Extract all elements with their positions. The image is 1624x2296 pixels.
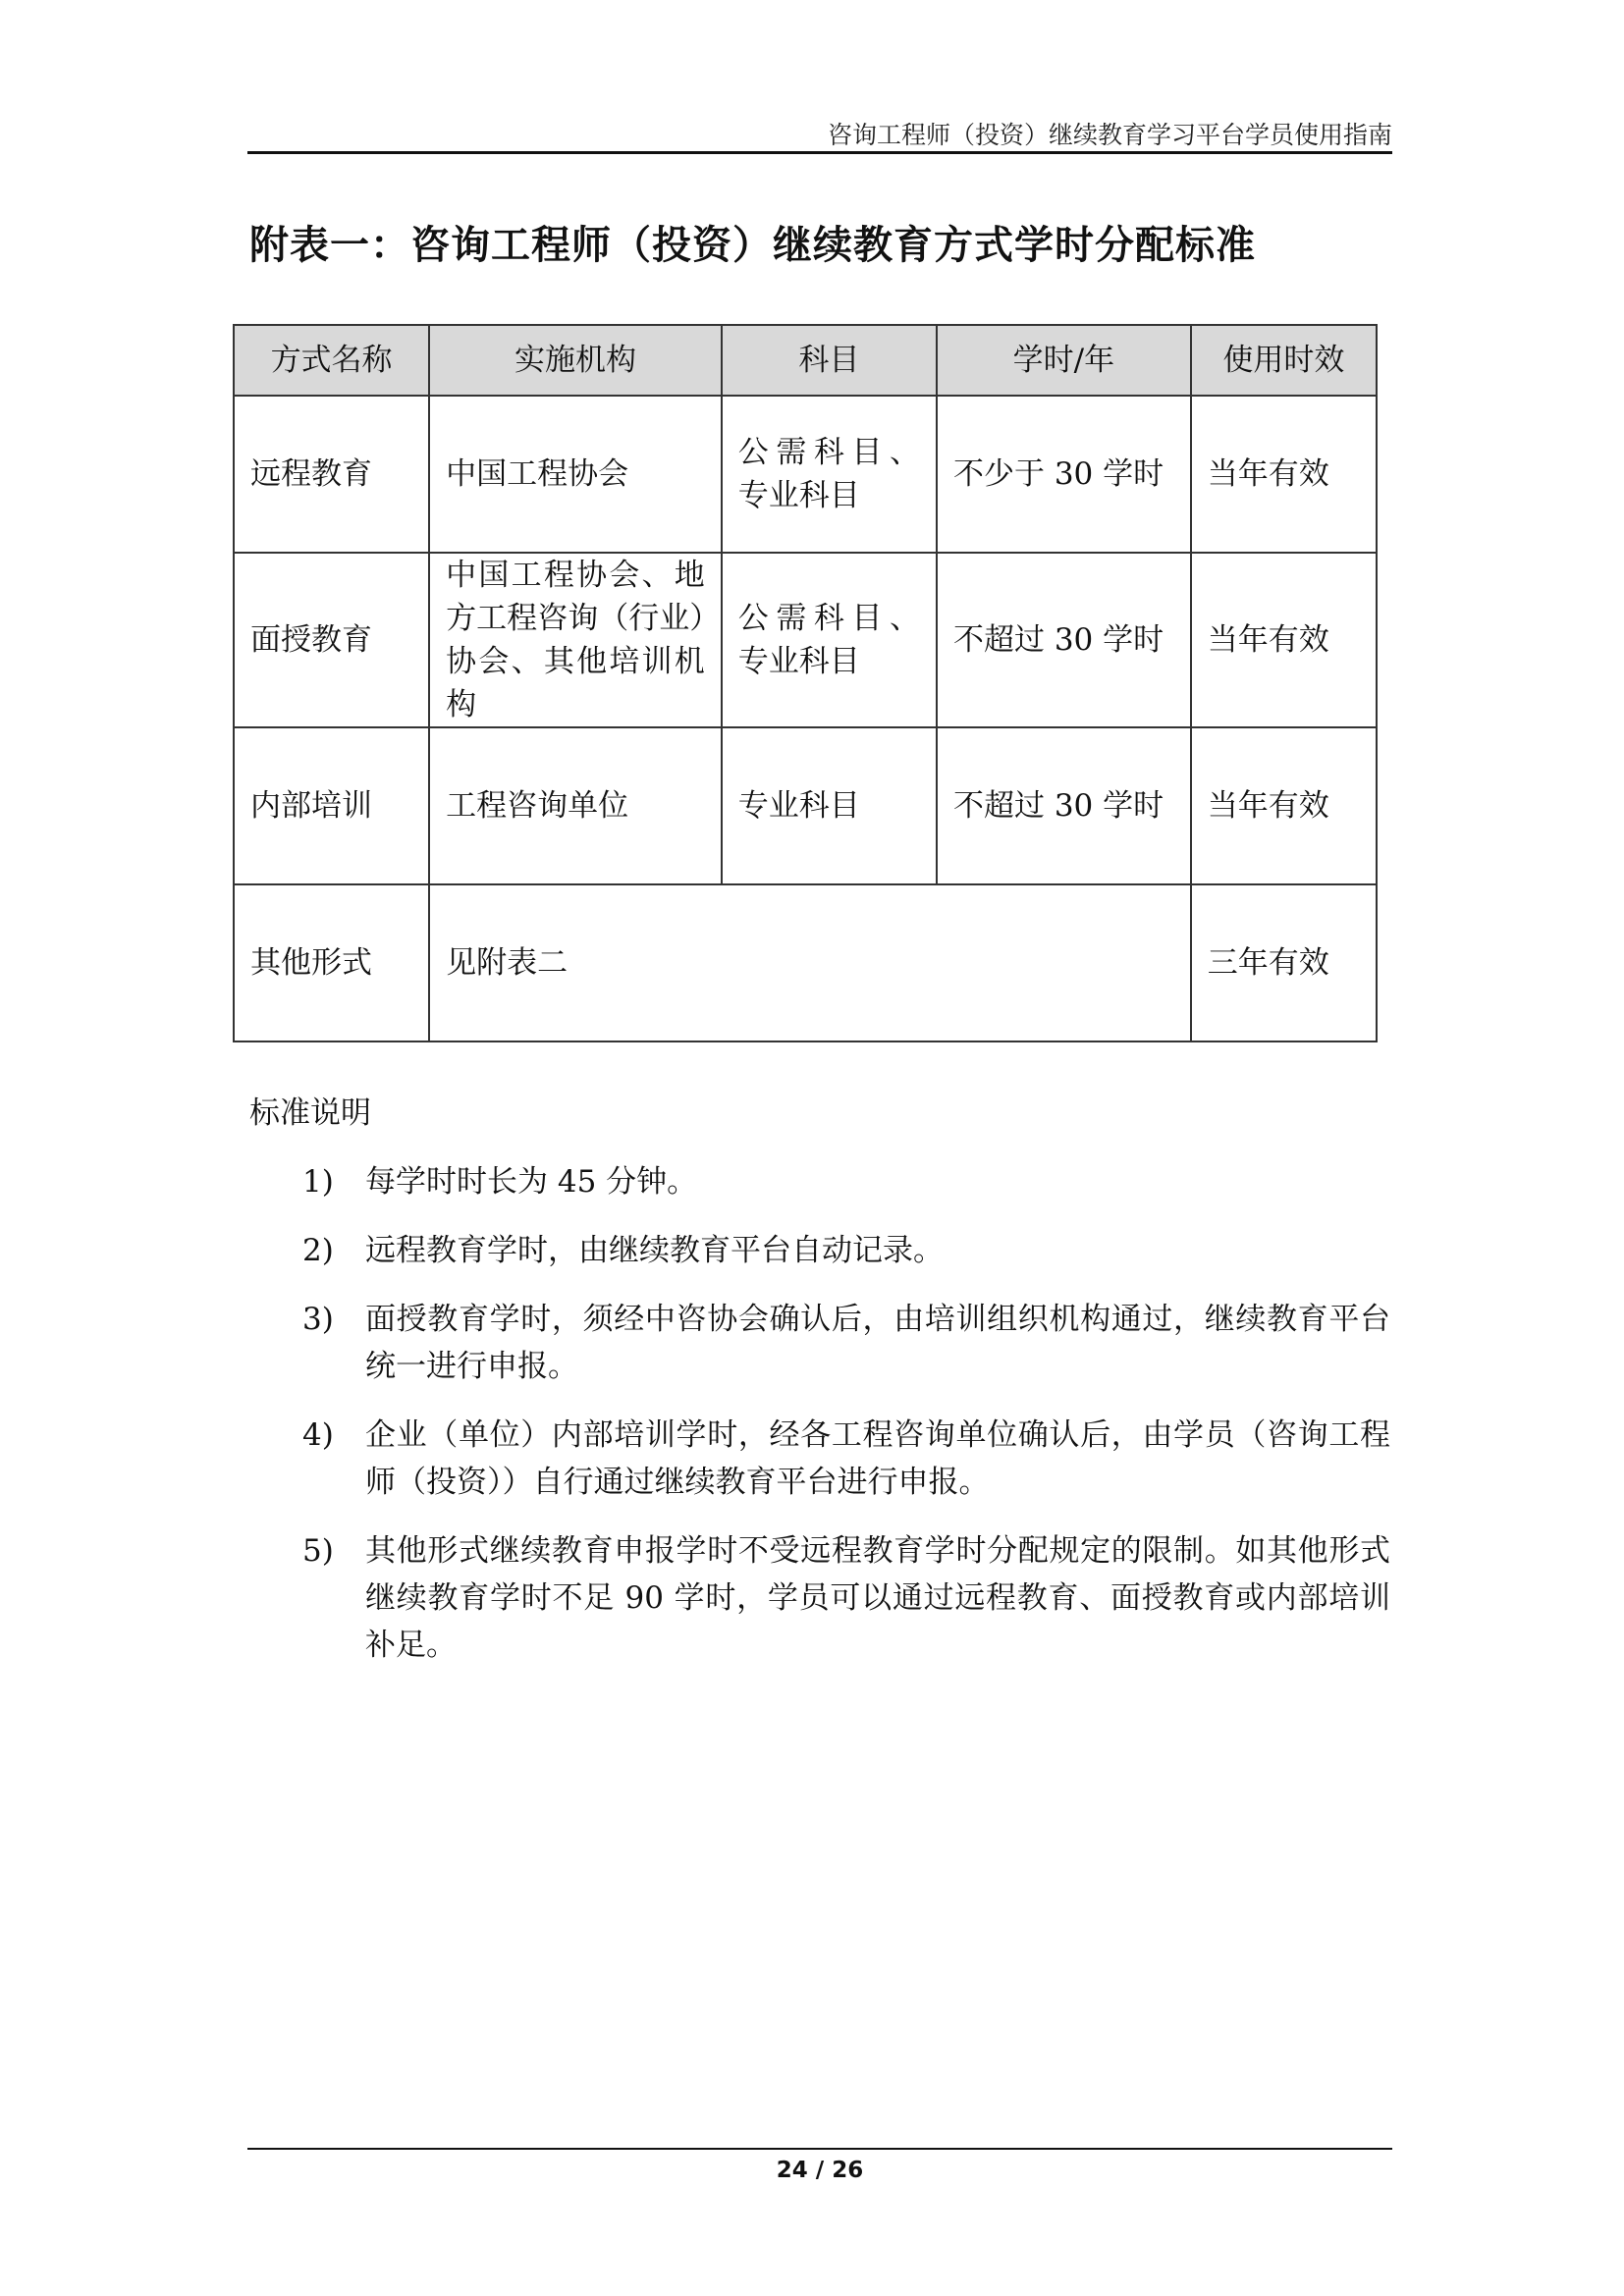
list-item — [302, 1412, 1390, 1506]
note-number: 3) — [302, 1302, 334, 1337]
note-text: 面授教育学时，须经中咨协会确认后，由培训组织机构通过，继续教育平台统一进行申报。 — [365, 1302, 1390, 1384]
cell-hours: 不超过 30 学时 — [937, 553, 1191, 727]
footer-rule — [247, 2148, 1392, 2150]
table-row — [234, 396, 1377, 553]
cell-mode: 其他形式 — [234, 884, 429, 1041]
table-row — [234, 727, 1377, 884]
note-text: 每学时时长为 45 分钟。 — [365, 1164, 698, 1200]
list-item — [302, 1227, 1390, 1274]
running-header: 咨询工程师（投资）继续教育学习平台学员使用指南 — [827, 121, 1392, 149]
notes-heading: 标准说明 — [249, 1095, 371, 1131]
cell-org: 中国工程协会 — [429, 396, 722, 553]
note-text: 其他形式继续教育申报学时不受远程教育学时分配规定的限制。如其他形式继续教育学时不足 90 学时，学员可以通过远程教育、面授教育或内部培训补足。 — [365, 1533, 1390, 1663]
notes-list — [302, 1158, 1390, 1690]
cell-validity: 当年有效 — [1191, 396, 1377, 553]
cell-org: 工程咨询单位 — [429, 727, 722, 884]
table-row — [234, 884, 1377, 1041]
page-title: 附表一：咨询工程师（投资）继续教育方式学时分配标准 — [249, 223, 1256, 268]
allocation-table — [233, 324, 1378, 1042]
cell-mode: 远程教育 — [234, 396, 429, 553]
column-header-mode: 方式名称 — [234, 325, 429, 396]
cell-hours: 不少于 30 学时 — [937, 396, 1191, 553]
column-header-subject: 科目 — [722, 325, 937, 396]
note-number: 4) — [302, 1417, 334, 1453]
cell-validity: 三年有效 — [1191, 884, 1377, 1041]
column-header-hours: 学时/年 — [937, 325, 1191, 396]
list-item — [302, 1158, 1390, 1205]
table-row — [234, 553, 1377, 727]
cell-subject: 公需科目、专业科目 — [722, 396, 937, 553]
cell-mode: 内部培训 — [234, 727, 429, 884]
note-number: 2) — [302, 1233, 334, 1268]
cell-hours: 不超过 30 学时 — [937, 727, 1191, 884]
cell-validity: 当年有效 — [1191, 553, 1377, 727]
cell-validity: 当年有效 — [1191, 727, 1377, 884]
list-item — [302, 1296, 1390, 1390]
cell-org-merged: 见附表二 — [429, 884, 1191, 1041]
list-item — [302, 1527, 1390, 1669]
table-header-row — [234, 325, 1377, 396]
note-text: 企业（单位）内部培训学时，经各工程咨询单位确认后，由学员（咨询工程师（投资））自行通过继续教育平台进行申报。 — [365, 1417, 1390, 1500]
cell-subject: 专业科目 — [722, 727, 937, 884]
column-header-org: 实施机构 — [429, 325, 722, 396]
note-text: 远程教育学时，由继续教育平台自动记录。 — [365, 1233, 944, 1268]
note-number: 5) — [302, 1533, 334, 1569]
note-number: 1) — [302, 1164, 334, 1200]
cell-mode: 面授教育 — [234, 553, 429, 727]
page-number: 24 / 26 — [776, 2158, 864, 2183]
column-header-validity: 使用时效 — [1191, 325, 1377, 396]
cell-org: 中国工程协会、地方工程咨询（行业）协会、其他培训机构 — [429, 553, 722, 727]
cell-subject: 公需科目、专业科目 — [722, 553, 937, 727]
header-rule — [247, 151, 1392, 154]
